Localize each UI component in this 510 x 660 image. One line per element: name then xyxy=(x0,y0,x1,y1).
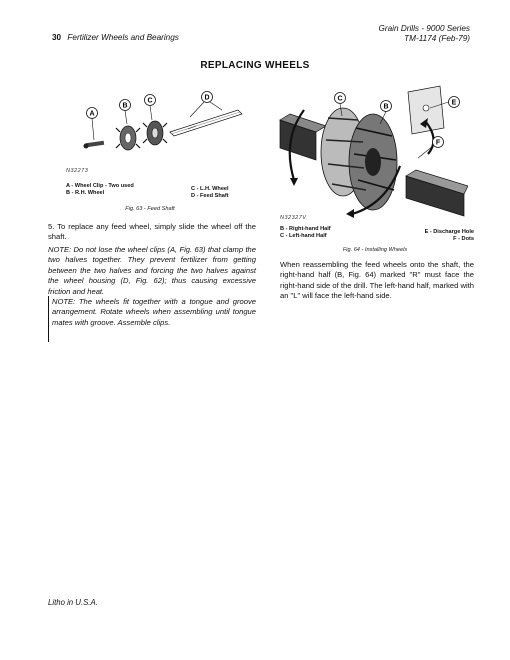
fig63-code: N32273 xyxy=(66,168,89,174)
page-footer: Litho in U.S.A. xyxy=(48,598,98,607)
fig63-callout-a xyxy=(87,108,98,141)
rh-wheel-drawing xyxy=(116,126,140,150)
fig64-legend-f: F - Dots xyxy=(453,236,474,242)
fig63-legend-left xyxy=(66,183,134,197)
svg-text:B: B xyxy=(383,103,389,111)
note-tongue-groove: NOTE: The wheels fit together with a tongue and groove arrangement. Rotate wheels when assembling until tongue mates with groove. Assemble clips. xyxy=(52,297,256,327)
revision-bar xyxy=(48,296,49,342)
fig63-caption: Fig. 63 - Feed Shaft xyxy=(125,206,175,212)
fig63-legend-d: D - Feed Shaft xyxy=(191,193,229,199)
feed-wheel-halves-drawing xyxy=(321,108,397,210)
fig63-callout-b xyxy=(120,100,131,125)
manual-number: TM-1174 (Feb-79) xyxy=(404,34,470,43)
page-title: REPLACING WHEELS xyxy=(200,60,310,71)
svg-text:C: C xyxy=(337,95,343,103)
fig64-caption: Fig. 64 - Installing Wheels xyxy=(342,247,408,253)
rotation-arrow-head-bottom-icon xyxy=(346,209,354,218)
fig63-callout-c xyxy=(145,95,156,121)
svg-text:E: E xyxy=(451,99,457,107)
fig64-legend-c: C - Left-hand Half xyxy=(280,233,327,239)
lh-wheel-drawing xyxy=(143,121,167,145)
fig64-legend-left xyxy=(280,226,331,240)
svg-text:C: C xyxy=(147,97,153,105)
page-header-right xyxy=(379,24,470,44)
figure-64-illustration xyxy=(268,80,468,218)
fig63-callout-d xyxy=(190,92,222,118)
fig63-legend-b: B - R.H. Wheel xyxy=(66,190,105,196)
fig64-code: N32327V xyxy=(280,215,307,221)
section-title: Fertilizer Wheels and Bearings xyxy=(67,33,179,42)
feed-shaft-drawing xyxy=(170,110,242,136)
page-number: 30 xyxy=(52,33,62,42)
book-title: Grain Drills - 9000 Series xyxy=(378,24,470,33)
fig63-legend-a: A - Wheel Clip - Two used xyxy=(66,183,134,189)
rotation-arrow-head-left-icon xyxy=(290,178,298,186)
svg-text:B: B xyxy=(122,102,128,110)
figure-63-illustration xyxy=(70,80,250,168)
fig64-legend-b: B - Right-hand Half xyxy=(280,226,331,232)
wheel-clip-drawing xyxy=(84,141,105,149)
reassembling-paragraph: When reassembling the feed wheels onto the shaft, the right-hand half (B, Fig. 64) marked "R" must face the right-hand side of the drill. The left-hand half, marked with an "L" will face the left-hand side. xyxy=(280,260,474,301)
svg-text:A: A xyxy=(89,110,95,118)
note-wheel-clips: NOTE: Do not lose the wheel clips (A, Fig. 63) that clamp the two halves together. They prevent fertilizer from getting between the two halves and forcing the two halves against the wheel housing (D, Fig. 62); thus causing excessive friction and heat. xyxy=(48,245,256,296)
fig63-legend-right xyxy=(191,186,229,200)
page-header-left xyxy=(52,33,179,42)
fig64-callout-f xyxy=(418,137,444,159)
fig64-legend-e: E - Discharge Hole xyxy=(424,229,474,235)
svg-text:D: D xyxy=(204,94,210,102)
fig64-legend-right xyxy=(408,229,474,243)
fig64-callout-b xyxy=(380,101,392,125)
fig63-legend-c: C - L.H. Wheel xyxy=(191,186,229,192)
svg-text:F: F xyxy=(435,139,441,147)
step-5-paragraph: 5. To replace any feed wheel, simply slide the wheel off the shaft. xyxy=(48,222,256,242)
